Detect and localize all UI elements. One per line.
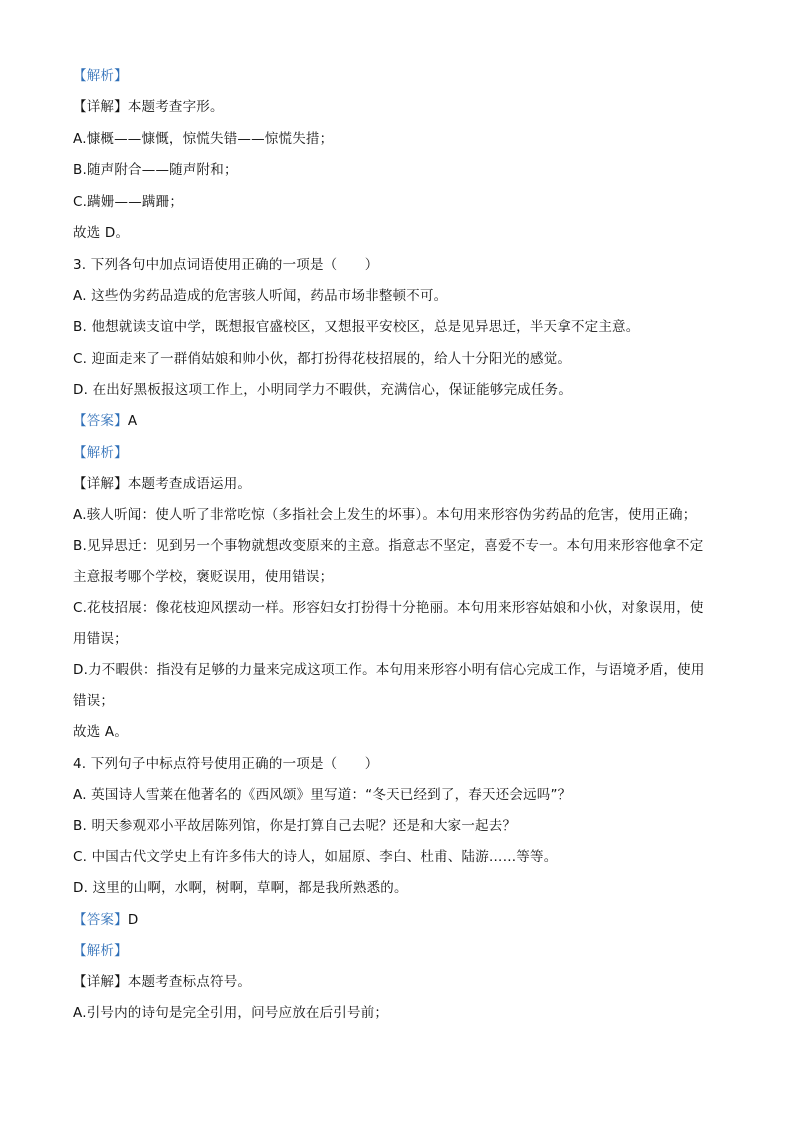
answer-line — [73, 910, 733, 930]
option-b: B. 他想就读支谊中学，既想报官盛校区，又想报平安校区，总是见异思迁，半天拿不定主意。 — [73, 319, 640, 335]
explanation-line: A.慷概——慷慨，惊慌失错——惊慌失措； — [73, 131, 334, 147]
option-a: A. 这些伪劣药品造成的危害骇人听闻，药品市场非整顿不可。 — [73, 288, 448, 304]
answer-value: A — [127, 413, 138, 429]
analysis-label: 【解析】 — [73, 445, 128, 461]
conclusion-line: 故选 A。 — [73, 724, 129, 740]
detail-text: 本题考查标点符号。 — [127, 974, 252, 990]
explanation-line: D.力不暇供：指没有足够的力量来完成这项工作。本句用来形容小明有信心完成工作，与语境矛盾，使用 — [73, 662, 705, 678]
option-a: A. 英国诗人雪莱在他著名的《西风颂》里写道：“冬天已经到了，春天还会远吗”？ — [73, 787, 572, 803]
detail-tag: 【详解】 — [73, 974, 128, 990]
detail-text: 本题考查字形。 — [127, 99, 224, 115]
answer-tag: 【答案】 — [73, 413, 128, 429]
answer-line — [73, 411, 733, 431]
answer-tag: 【答案】 — [73, 912, 128, 928]
explanation-line: 主意报考哪个学校，褒贬误用，使用错误； — [73, 569, 334, 585]
explanation-line: C.花枝招展：像花枝迎风摆动一样。形容妇女打扮得十分艳丽。本句用来形容姑娘和小伙，对象误用，使 — [73, 600, 704, 616]
detail-line — [73, 972, 733, 992]
explanation-line: A.引号内的诗句是完全引用，问号应放在后引号前； — [73, 1005, 389, 1021]
explanation-line: B.随声附合——随声附和； — [73, 162, 238, 178]
question-stem: 3. 下列各句中加点词语使用正确的一项是（ ） — [73, 257, 379, 273]
option-b: B. 明天参观邓小平故居陈列馆，你是打算自己去呢？还是和大家一起去？ — [73, 818, 517, 834]
question-stem: 4. 下列句子中标点符号使用正确的一项是（ ） — [73, 756, 379, 772]
explanation-line: 错误； — [73, 693, 115, 709]
option-d: D. 这里的山啊，水啊，树啊，草啊，都是我所熟悉的。 — [73, 880, 408, 896]
option-c: C. 中国古代文学史上有许多伟大的诗人，如屈原、李白、杜甫、陆游……等等。 — [73, 849, 558, 865]
explanation-line: B.见异思迁：见到另一个事物就想改变原来的主意。指意志不坚定，喜爱不专一。本句用来形容他拿不定 — [73, 538, 704, 554]
option-c: C. 迎面走来了一群俏姑娘和帅小伙，都打扮得花枝招展的，给人十分阳光的感觉。 — [73, 351, 572, 367]
conclusion-line: 故选 D。 — [73, 225, 130, 241]
explanation-line: 用错误； — [73, 631, 128, 647]
detail-line — [73, 97, 733, 117]
detail-tag: 【详解】 — [73, 99, 128, 115]
answer-value: D — [127, 912, 139, 928]
detail-text: 本题考查成语运用。 — [127, 476, 252, 492]
option-d: D. 在出好黑板报这项工作上，小明同学力不暇供，充满信心，保证能够完成任务。 — [73, 382, 573, 398]
analysis-label: 【解析】 — [73, 68, 128, 84]
detail-line — [73, 474, 733, 494]
analysis-label: 【解析】 — [73, 943, 128, 959]
explanation-line: C.蹒姗——蹒跚； — [73, 194, 184, 210]
explanation-line: A.骇人听闻：使人听了非常吃惊（多指社会上发生的坏事）。本句用来形容伪劣药品的危害，使用正确； — [73, 507, 697, 523]
detail-tag: 【详解】 — [73, 476, 128, 492]
